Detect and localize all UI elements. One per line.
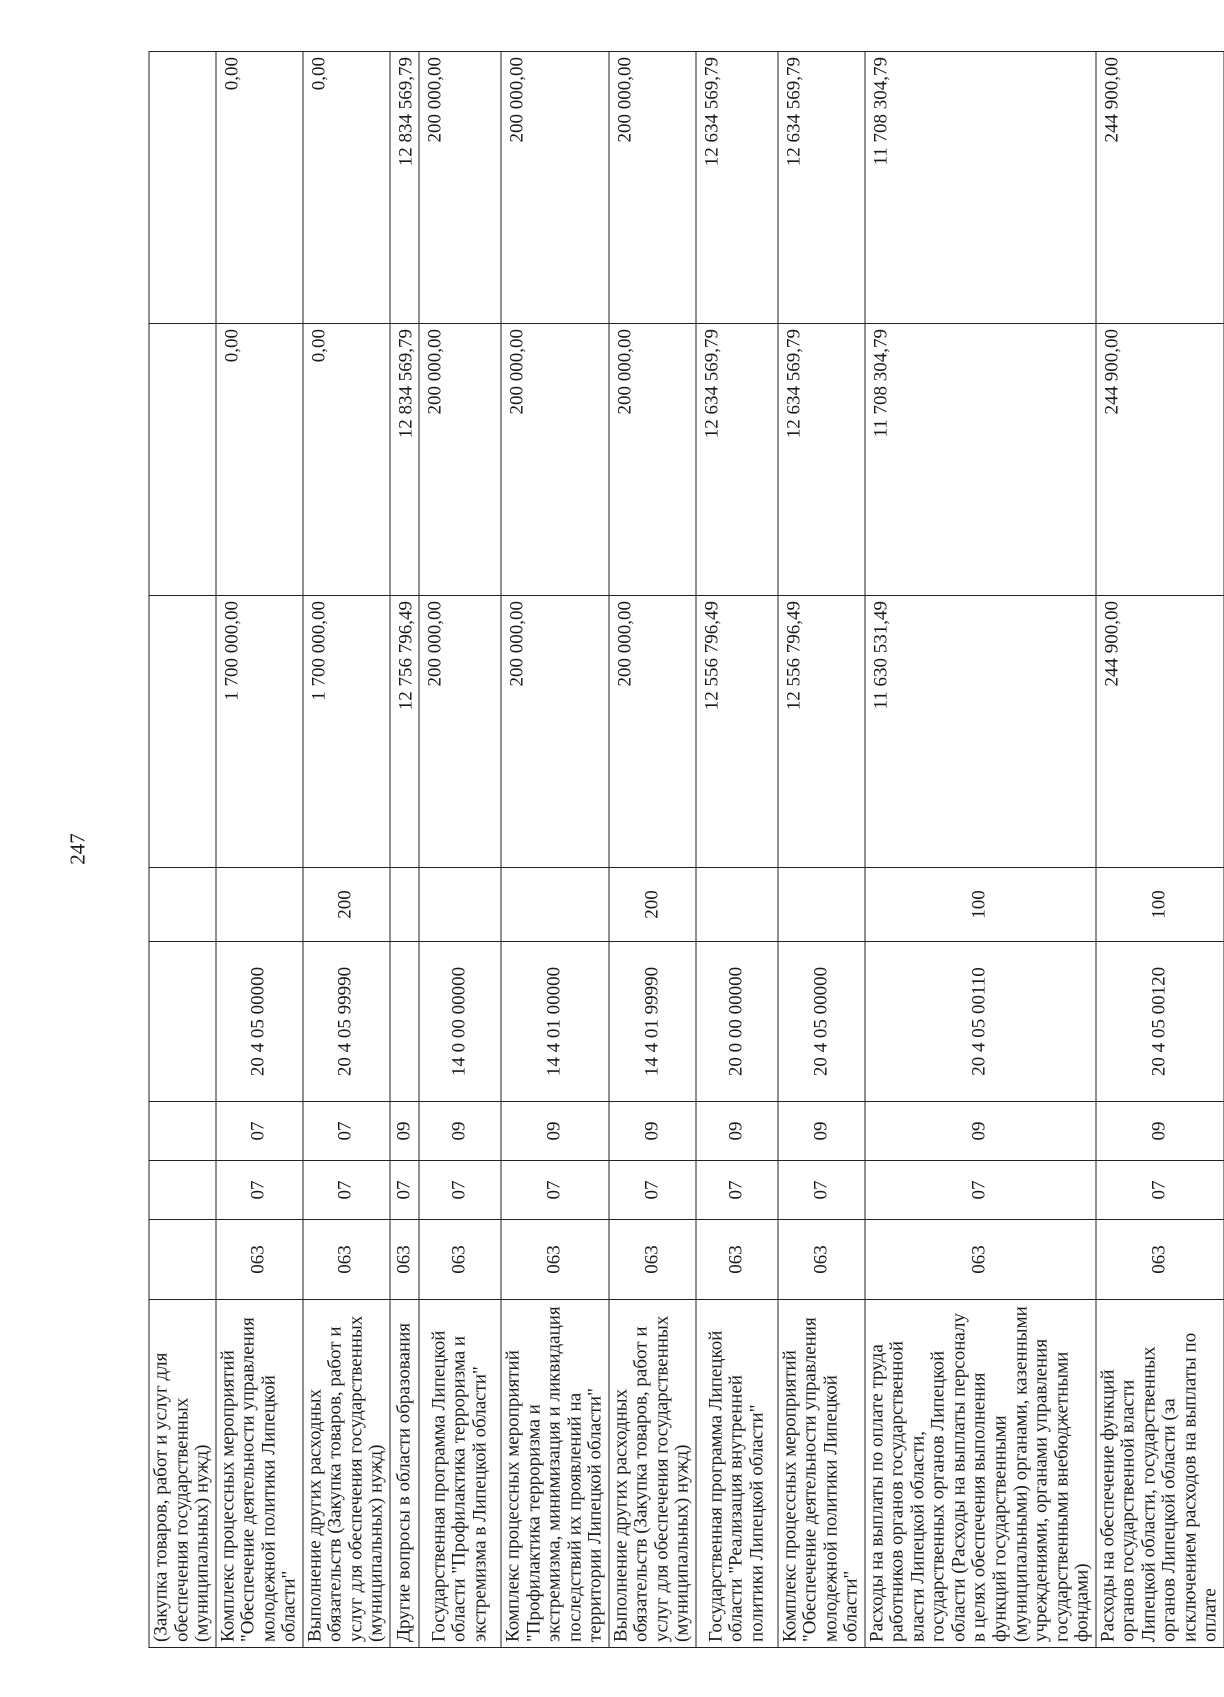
section-code-cell: 07 xyxy=(303,1161,390,1220)
table-row xyxy=(778,52,865,1648)
table-row xyxy=(149,52,216,1648)
subsection-code-cell: 09 xyxy=(865,1102,1096,1161)
target-article-cell: 14 0 00 00000 xyxy=(419,942,501,1102)
section-code-cell: 07 xyxy=(778,1161,865,1220)
target-article-cell: 20 4 05 00110 xyxy=(865,942,1096,1102)
ministry-code-cell: 063 xyxy=(419,1220,501,1300)
subsection-code-cell: 09 xyxy=(778,1102,865,1161)
ministry-code-cell: 063 xyxy=(216,1220,303,1300)
amount-year-2-cell: 0,00 xyxy=(303,324,390,596)
section-code-cell: 07 xyxy=(609,1161,696,1220)
amount-year-1-cell: 12 756 796,49 xyxy=(390,596,420,868)
target-article-cell: 14 4 01 00000 xyxy=(501,942,609,1102)
table-row xyxy=(865,52,1096,1648)
amount-year-1-cell xyxy=(149,596,216,868)
amount-year-1-cell: 1 700 000,00 xyxy=(303,596,390,868)
table-row xyxy=(303,52,390,1648)
table-row xyxy=(216,52,303,1648)
amount-year-2-cell: 12 634 569,79 xyxy=(696,324,778,596)
expense-type-cell xyxy=(390,868,420,942)
row-name-cell: Другие вопросы в области образования xyxy=(390,1300,420,1648)
amount-year-3-cell: 200 000,00 xyxy=(501,52,609,324)
section-code-cell: 07 xyxy=(865,1161,1096,1220)
subsection-code-cell: 09 xyxy=(696,1102,778,1161)
row-name-cell: Государственная программа Липецкой области "Реализация внутренней политики Липецкой области" xyxy=(696,1300,778,1648)
table-row xyxy=(419,52,501,1648)
table-row xyxy=(501,52,609,1648)
subsection-code-cell: 09 xyxy=(609,1102,696,1161)
amount-year-3-cell: 0,00 xyxy=(303,52,390,324)
amount-year-2-cell: 200 000,00 xyxy=(501,324,609,596)
table-body xyxy=(149,52,1224,1648)
amount-year-3-cell: 12 634 569,79 xyxy=(696,52,778,324)
target-article-cell xyxy=(149,942,216,1102)
subsection-code-cell: 07 xyxy=(303,1102,390,1161)
expense-type-cell xyxy=(149,868,216,942)
target-article-cell: 14 4 01 99990 xyxy=(609,942,696,1102)
section-code-cell: 07 xyxy=(1096,1161,1224,1220)
amount-year-1-cell: 200 000,00 xyxy=(419,596,501,868)
ministry-code-cell: 063 xyxy=(303,1220,390,1300)
ministry-code-cell: 063 xyxy=(390,1220,420,1300)
subsection-code-cell: 09 xyxy=(1096,1102,1224,1161)
amount-year-2-cell xyxy=(149,324,216,596)
expense-type-cell xyxy=(216,868,303,942)
ministry-code-cell: 063 xyxy=(609,1220,696,1300)
amount-year-3-cell: 200 000,00 xyxy=(609,52,696,324)
section-code-cell: 07 xyxy=(501,1161,609,1220)
amount-year-2-cell: 12 834 569,79 xyxy=(390,324,420,596)
amount-year-3-cell: 11 708 304,79 xyxy=(865,52,1096,324)
expense-type-cell: 100 xyxy=(865,868,1096,942)
page-number: 247 xyxy=(65,833,90,865)
amount-year-3-cell xyxy=(149,52,216,324)
amount-year-2-cell: 244 900,00 xyxy=(1096,324,1224,596)
subsection-code-cell xyxy=(149,1102,216,1161)
expense-type-cell xyxy=(501,868,609,942)
amount-year-1-cell: 200 000,00 xyxy=(501,596,609,868)
table-row xyxy=(609,52,696,1648)
amount-year-3-cell: 12 834 569,79 xyxy=(390,52,420,324)
amount-year-1-cell: 11 630 531,49 xyxy=(865,596,1096,868)
expense-type-cell: 100 xyxy=(1096,868,1224,942)
target-article-cell xyxy=(390,942,420,1102)
section-code-cell: 07 xyxy=(696,1161,778,1220)
amount-year-1-cell: 12 556 796,49 xyxy=(778,596,865,868)
row-name-cell: Комплекс процессных мероприятий "Обеспечение деятельности управления молодежной политики Липецкой области" xyxy=(216,1300,303,1648)
amount-year-2-cell: 12 634 569,79 xyxy=(778,324,865,596)
row-name-cell: Государственная программа Липецкой области "Профилактика терроризма и экстремизма в Липецкой области" xyxy=(419,1300,501,1648)
expense-type-cell xyxy=(419,868,501,942)
ministry-code-cell xyxy=(149,1220,216,1300)
row-name-cell: (Закупка товаров, работ и услуг для обеспечения государственных (муниципальных) нужд) xyxy=(149,1300,216,1648)
row-name-cell: Комплекс процессных мероприятий "Профилактика терроризма и экстремизма, минимизация и ликвидация последствий их проявлений на территории Липецкой области" xyxy=(501,1300,609,1648)
row-name-cell: Расходы на выплаты по оплате труда работников органов государственной власти Липецкой области, государственных органов Липецкой области (Расходы на выплаты персоналу в целях обеспечения выполнения функций государственными (муниципальными) органами, казенными учреждениями, органами управления государственными внебюджетными фондами) xyxy=(865,1300,1096,1648)
amount-year-2-cell: 11 708 304,79 xyxy=(865,324,1096,596)
row-name-cell: Выполнение других расходных обязательств (Закупка товаров, работ и услуг для обеспечения государственных (муниципальных) нужд) xyxy=(609,1300,696,1648)
subsection-code-cell: 09 xyxy=(501,1102,609,1161)
amount-year-1-cell: 244 900,00 xyxy=(1096,596,1224,868)
table-row xyxy=(696,52,778,1648)
amount-year-1-cell: 12 556 796,49 xyxy=(696,596,778,868)
amount-year-2-cell: 0,00 xyxy=(216,324,303,596)
amount-year-2-cell: 200 000,00 xyxy=(609,324,696,596)
section-code-cell: 07 xyxy=(216,1161,303,1220)
ministry-code-cell: 063 xyxy=(696,1220,778,1300)
expense-type-cell xyxy=(778,868,865,942)
target-article-cell: 20 4 05 99990 xyxy=(303,942,390,1102)
expense-type-cell: 200 xyxy=(609,868,696,942)
ministry-code-cell: 063 xyxy=(778,1220,865,1300)
amount-year-3-cell: 200 000,00 xyxy=(419,52,501,324)
section-code-cell: 07 xyxy=(390,1161,420,1220)
amount-year-1-cell: 1 700 000,00 xyxy=(216,596,303,868)
amount-year-3-cell: 0,00 xyxy=(216,52,303,324)
row-name-cell: Комплекс процессных мероприятий "Обеспечение деятельности управления молодежной политики Липецкой области" xyxy=(778,1300,865,1648)
table-row xyxy=(390,52,420,1648)
amount-year-2-cell: 200 000,00 xyxy=(419,324,501,596)
budget-table xyxy=(149,51,1224,1648)
subsection-code-cell: 07 xyxy=(216,1102,303,1161)
expense-type-cell: 200 xyxy=(303,868,390,942)
subsection-code-cell: 09 xyxy=(390,1102,420,1161)
amount-year-3-cell: 12 634 569,79 xyxy=(778,52,865,324)
amount-year-1-cell: 200 000,00 xyxy=(609,596,696,868)
budget-table-container xyxy=(149,52,1221,1648)
expense-type-cell xyxy=(696,868,778,942)
target-article-cell: 20 4 05 00000 xyxy=(778,942,865,1102)
ministry-code-cell: 063 xyxy=(1096,1220,1224,1300)
ministry-code-cell: 063 xyxy=(501,1220,609,1300)
row-name-cell: Выполнение других расходных обязательств (Закупка товаров, работ и услуг для обеспечения государственных (муниципальных) нужд) xyxy=(303,1300,390,1648)
target-article-cell: 20 4 05 00000 xyxy=(216,942,303,1102)
ministry-code-cell: 063 xyxy=(865,1220,1096,1300)
section-code-cell: 07 xyxy=(419,1161,501,1220)
target-article-cell: 20 0 00 00000 xyxy=(696,942,778,1102)
amount-year-3-cell: 244 900,00 xyxy=(1096,52,1224,324)
row-name-cell: Расходы на обеспечение функций органов государственной власти Липецкой области, государственных органов Липецкой области (за исключением расходов на выплаты по оплате xyxy=(1096,1300,1224,1648)
section-code-cell xyxy=(149,1161,216,1220)
target-article-cell: 20 4 05 00120 xyxy=(1096,942,1224,1102)
subsection-code-cell: 09 xyxy=(419,1102,501,1161)
table-row xyxy=(1096,52,1224,1648)
